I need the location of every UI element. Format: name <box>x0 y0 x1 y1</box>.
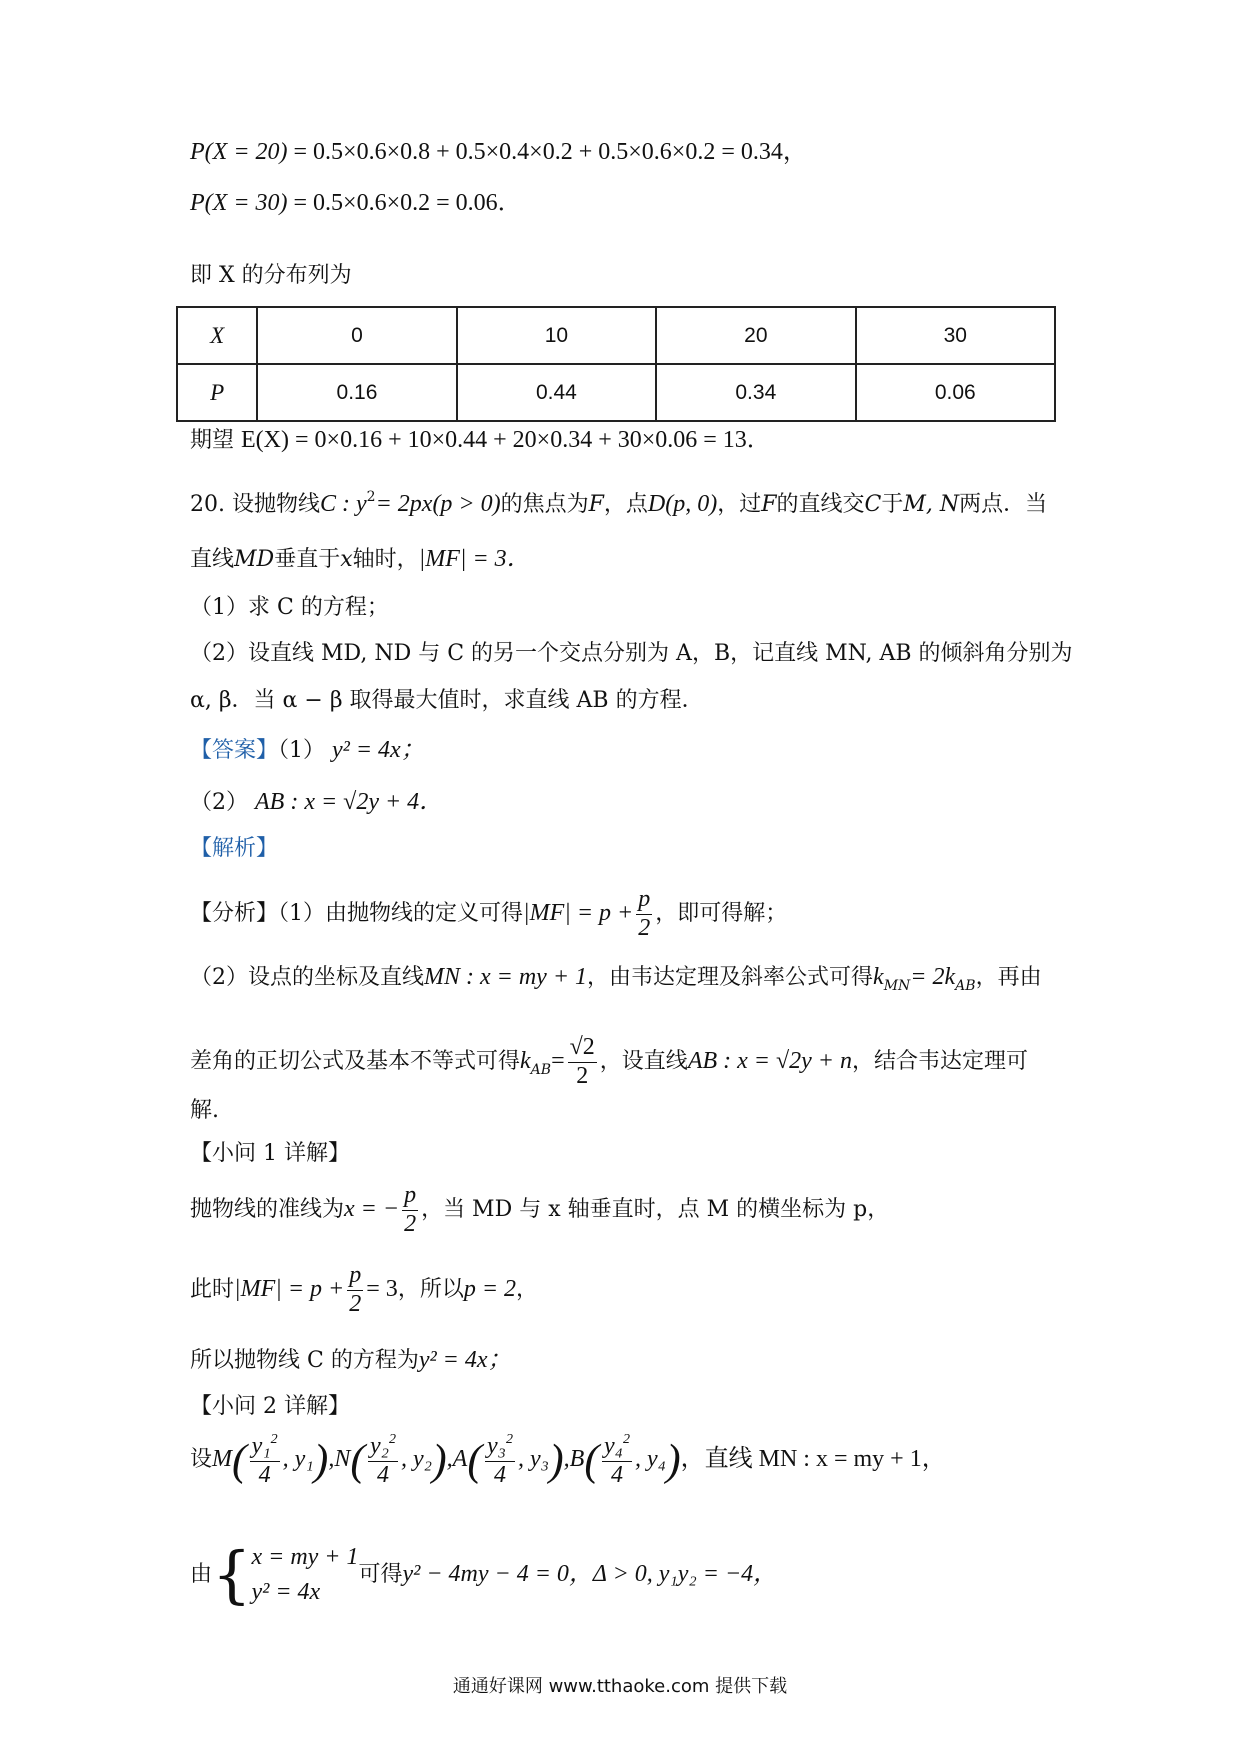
table-cell: 0.44 <box>457 364 656 421</box>
point-d: D(p, 0) <box>647 491 718 517</box>
sub2-text: 由 <box>190 1561 213 1587</box>
y3: y₃ <box>529 1446 549 1473</box>
question-text: 轴时， <box>352 547 419 572</box>
sub1-text: ， <box>516 1277 539 1303</box>
sub2-text: 可得 <box>358 1561 403 1587</box>
question-text: 两点．当 <box>959 492 1048 517</box>
question-20-part-1: （1）求 C 的方程； <box>190 595 389 620</box>
point-b: B <box>569 1446 585 1473</box>
question-text: ，点 <box>603 492 648 517</box>
curve-c: C <box>864 492 882 517</box>
sub2-line-1: 设M( $\frac{y_1^2}{4}$ , y₁),N( $\frac{y_2^2}{4}$ , y₂),A( $\frac{y_3^2}{4}$ , y₃),B( $\frac{y_4^2}{4}$ , y₄)，直线 MN : x = my + 1， <box>190 1432 946 1488</box>
table-cell: 20 <box>656 307 855 364</box>
analysis-text: （1）由抛物线的定义可得 <box>278 901 524 927</box>
expectation-label: 期望 <box>190 428 235 453</box>
analysis-text: ，由韦达定理及斜率公式可得 <box>587 965 874 990</box>
analysis-text: ，即可得解； <box>655 901 788 927</box>
table-cell: X <box>177 307 257 364</box>
mf-formula: |MF| = p + <box>523 900 634 927</box>
distribution-table <box>176 306 1056 422</box>
analysis-label: 【分析】 <box>190 901 279 927</box>
quadratic-equation: y² − 4my − 4 = 0 <box>402 1560 569 1587</box>
y4-squared-over-4: $\frac{y_4^2}{4}$ <box>603 1432 630 1488</box>
line-md: MD <box>234 547 275 572</box>
p-value: p = 2 <box>463 1276 517 1303</box>
analysis-text: ，结合韦达定理可 <box>852 1049 1029 1075</box>
parabola-equation: y² = 4x； <box>418 1347 512 1373</box>
p-x20-lhs: P(X = 20) <box>190 139 288 165</box>
p-over-2-fraction: $\frac{p}{2}$ <box>349 1262 362 1317</box>
equals: = <box>551 1048 565 1075</box>
y1-squared-over-4: $\frac{y_1^2}{4}$ <box>251 1432 278 1488</box>
slope-k: k <box>520 1048 531 1075</box>
answer-2: AB : x = √2y + 4． <box>255 789 444 815</box>
answer-label: （1） <box>278 738 326 763</box>
p-x20-rhs: = 0.5×0.6×0.8 + 0.5×0.4×0.2 + 0.5×0.6×0.2 = 0.34， <box>293 139 807 165</box>
directrix-equation: x = − <box>344 1196 400 1223</box>
sub2-text: 设 <box>190 1447 213 1473</box>
subscript-ab: AB <box>955 978 976 994</box>
expectation-line <box>190 428 771 452</box>
focus-label: F <box>588 492 604 517</box>
sub2-text: ，直线 MN : x = my + 1， <box>680 1446 946 1473</box>
answer-line-1 <box>190 738 425 762</box>
question-20-part-2-a: （2）设直线 MD, ND 与 C 的另一个交点分别为 A，B，记直线 MN, AB 的倾斜角分别为 <box>190 641 1073 666</box>
answer-line-2 <box>190 790 443 814</box>
discriminant-condition: ，Δ > 0, y₁y₂ = −4， <box>568 1560 778 1587</box>
sub1-line-1 <box>190 1182 889 1238</box>
point-m: M <box>212 1446 233 1473</box>
line-mn-equation: MN : x = my + 1 <box>424 964 588 990</box>
subscript-ab: AB <box>530 1062 552 1079</box>
sub1-line-3 <box>190 1348 512 1372</box>
sub1-line-2 <box>190 1262 538 1318</box>
table-cell: 10 <box>457 307 656 364</box>
y2: y₂ <box>413 1446 432 1473</box>
sub1-text: ，所以 <box>397 1277 464 1303</box>
p-over-2-fraction: $\frac{p}{2}$ <box>638 886 651 941</box>
table-row-x <box>177 307 1055 364</box>
analysis-text: ，设直线 <box>599 1049 688 1075</box>
sub1-text: ，当 MD 与 x 轴垂直时，点 M 的横坐标为 p， <box>421 1197 890 1223</box>
table-cell: 0.34 <box>656 364 855 421</box>
p-x30-line <box>190 191 522 215</box>
p-over-2-fraction: $\frac{p}{2}$ <box>404 1182 417 1237</box>
analysis-text: ，再由 <box>975 965 1042 990</box>
analysis-line-1 <box>190 886 787 942</box>
question-text: 垂直于 <box>274 547 341 572</box>
curve-equation: = 2px(p > 0) <box>375 491 501 517</box>
y1: y₁ <box>294 1446 314 1473</box>
slope-equation: = 2k <box>910 964 956 990</box>
sub1-text: 所以抛物线 C 的方程为 <box>190 1348 419 1373</box>
sqrt2-over-2-fraction: $\frac{√2}{2}$ <box>569 1034 595 1089</box>
question-20-line-2 <box>190 547 531 571</box>
sub2-tag: 【小问 2 详解】 <box>190 1394 350 1419</box>
focus-label: F <box>761 492 777 517</box>
answer-tag: 【答案】 <box>190 738 279 763</box>
point-n: N <box>334 1446 351 1473</box>
analysis-line-3 <box>190 1034 1028 1090</box>
p-x20-line <box>190 140 807 164</box>
question-number: 20. <box>190 492 225 517</box>
question-text: 直线 <box>190 547 235 572</box>
analysis-text: （2）设点的坐标及直线 <box>190 965 424 990</box>
p-x30-rhs: = 0.5×0.6×0.2 = 0.06． <box>293 190 522 216</box>
curve-label: C : y <box>320 491 367 517</box>
analysis-line-2 <box>190 965 1042 993</box>
sub1-tag: 【小问 1 详解】 <box>190 1141 350 1166</box>
p-x30-lhs: P(X = 30) <box>190 190 288 216</box>
y4: y₄ <box>646 1446 666 1473</box>
sub1-text: 抛物线的准线为 <box>190 1197 345 1223</box>
equals-three: = 3 <box>366 1276 398 1303</box>
slope-k: k <box>873 964 884 990</box>
subscript-mn: MN <box>883 978 911 994</box>
table-cell: 0 <box>257 307 456 364</box>
line-ab-equation: AB : x = √2y + n <box>687 1048 852 1075</box>
question-text: 设抛物线 <box>232 492 321 517</box>
question-text: 的焦点为 <box>500 492 589 517</box>
equation-system: x = my + 1 y² = 4x <box>251 1544 359 1605</box>
question-text: 于 <box>881 492 904 517</box>
analysis-line-4: 解. <box>190 1098 219 1123</box>
analysis-text: 差角的正切公式及基本不等式可得 <box>190 1049 521 1075</box>
table-cell: 30 <box>856 307 1055 364</box>
x-axis-label: x <box>340 547 353 572</box>
y2-squared-over-4: $\frac{y_2^2}{4}$ <box>370 1432 396 1488</box>
answer-label: （2） <box>190 790 248 815</box>
sub2-line-2: 由{ x = my + 1 y² = 4x 可得y² − 4my − 4 = 0，Δ > 0, y₁y₂ = −4， <box>190 1537 778 1611</box>
points-mn: M, N <box>903 492 960 517</box>
table-row-p <box>177 364 1055 421</box>
point-a: A <box>452 1446 468 1473</box>
answer-1: y² = 4x； <box>332 737 425 763</box>
y3-squared-over-4: $\frac{y_3^2}{4}$ <box>486 1432 513 1488</box>
mf-equation: |MF| = 3． <box>418 546 531 572</box>
question-20-part-2-b: α, β．当 α − β 取得最大值时，求直线 AB 的方程． <box>190 688 704 713</box>
mf-formula: |MF| = p + <box>234 1276 345 1303</box>
analysis-tag: 【解析】 <box>190 836 279 861</box>
expectation-formula: E(X) = 0×0.16 + 10×0.44 + 20×0.34 + 30×0.06 = 13． <box>241 427 771 453</box>
table-cell: 0.16 <box>257 364 456 421</box>
sub1-text: 此时 <box>190 1277 235 1303</box>
question-text: 的直线交 <box>776 492 865 517</box>
question-text: ，过 <box>717 492 762 517</box>
page-footer: 通通好课网 www.tthaoke.com 提供下载 <box>452 1676 788 1697</box>
distribution-intro: 即 X 的分布列为 <box>190 263 352 288</box>
question-20-line-1: 20. 设抛物线C : $y^2= 2px(p > 0)$的焦点为F，点D(p, 0)，过F的直线交C于M, N两点．当 <box>190 489 1048 517</box>
table-cell: P <box>177 364 257 421</box>
table-cell: 0.06 <box>856 364 1055 421</box>
